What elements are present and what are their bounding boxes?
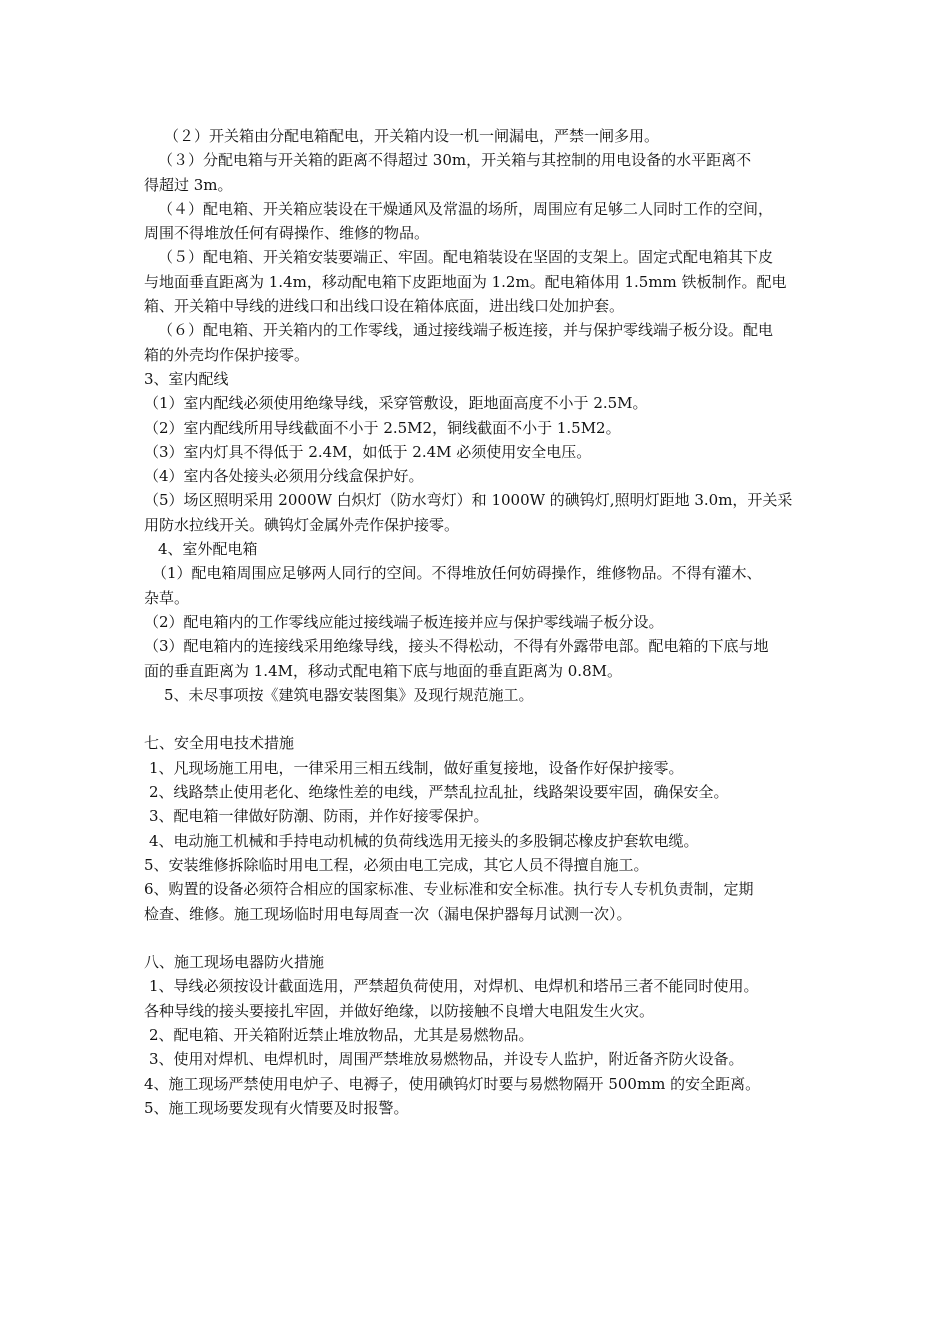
paragraph-line: 与地面垂直距离为 1.4m，移动配电箱下皮距地面为 1.2m。配电箱体用 1.5mm 铁板制作。配电: [144, 272, 787, 291]
paragraph-line: 得超过 3m。: [144, 175, 233, 194]
paragraph-line: （1）配电箱周围应足够两人同行的空间。不得堆放任何妨碍操作，维修物品。不得有灌木、: [152, 564, 762, 583]
paragraph-line: 3、配电箱一律做好防潮、防雨，并作好接零保护。: [149, 807, 489, 826]
paragraph-line: （２）开关箱由分配电箱配电，开关箱内设一机一闸漏电，严禁一闸多用。: [164, 127, 660, 145]
paragraph-line: 检查、维修。施工现场临时用电每周查一次（漏电保护器每月试测一次）。: [144, 904, 632, 923]
paragraph-line: 2、线路禁止使用老化、绝缘性差的电线，严禁乱拉乱扯，线路架设要牢固，确保安全。: [149, 783, 729, 802]
paragraph-line: 1、凡现场施工用电，一律采用三相五线制，做好重复接地，设备作好保护接零。: [149, 758, 684, 777]
paragraph-line: （2）配电箱内的工作零线应能过接线端子板连接并应与保护零线端子板分设。: [144, 612, 664, 631]
paragraph-line: （３）分配电箱与开关箱的距离不得超过 30m，开关箱与其控制的用电设备的水平距离不: [158, 151, 752, 170]
paragraph-line: 1、导线必须按设计截面选用，严禁超负荷使用，对焊机、电焊机和塔吊三者不能同时使用。: [149, 977, 759, 996]
paragraph-line: 周围不得堆放任何有碍操作、维修的物品。: [144, 224, 430, 243]
paragraph-line: （2）室内配线所用导线截面不小于 2.5M2，铜线截面不小于 1.5M2。: [144, 418, 621, 437]
section-heading: 4、室外配电箱: [158, 540, 258, 559]
paragraph-line: （5）场区照明采用 2000W 白炽灯（防水弯灯）和 1000W 的碘钨灯,照明灯距地 3.0m，开关采: [144, 491, 793, 510]
paragraph-line: 4、施工现场严禁使用电炉子、电褥子，使用碘钨灯时要与易燃物隔开 500mm 的安全距离。: [144, 1074, 761, 1093]
paragraph-line: （５）配电箱、开关箱安装要端正、牢固。配电箱装设在坚固的支架上。固定式配电箱其下皮: [158, 248, 774, 267]
paragraph-line: 5、安装维修拆除临时用电工程，必须由电工完成，其它人员不得擅自施工。: [144, 855, 649, 874]
paragraph-line: 5、未尽事项按《建筑电器安装图集》及现行规范施工。: [164, 685, 534, 704]
paragraph-line: 杂草。: [144, 588, 190, 607]
paragraph-line: （４）配电箱、开关箱应装设在干燥通风及常温的场所，周围应有足够二人同时工作的空间，: [158, 199, 774, 218]
paragraph-line: 5、施工现场要发现有火情要及时报警。: [144, 1098, 409, 1117]
paragraph-line: （1）室内配线必须使用绝缘导线，采穿管敷设，距地面高度不小于 2.5M。: [144, 394, 648, 413]
paragraph-line: 面的垂直距离为 1.4M，移动式配电箱下底与地面的垂直距离为 0.8M。: [144, 661, 622, 680]
paragraph-line: （６）配电箱、开关箱内的工作零线，通过接线端子板连接，并与保护零线端子板分设。配电: [158, 321, 774, 340]
section-heading: 八、施工现场电器防火措施: [144, 953, 325, 972]
paragraph-line: 2、配电箱、开关箱附近禁止堆放物品，尤其是易燃物品。: [149, 1025, 534, 1044]
document-body: [144, 124, 814, 1120]
paragraph-line: 6、购置的设备必须符合相应的国家标准、专业标准和安全标准。执行专人专机负责制，定期: [144, 880, 754, 899]
paragraph-line: 各种导线的接头要接扎牢固，并做好绝缘，以防接触不良增大电阻发生火灾。: [144, 1001, 655, 1020]
paragraph-line: 箱、开关箱中导线的进线口和出线口设在箱体底面，进出线口处加护套。: [144, 297, 625, 316]
paragraph-line: 用防水拉线开关。碘钨灯金属外壳作保护接零。: [144, 515, 460, 534]
paragraph-line: 4、电动施工机械和手持电动机械的负荷线选用无接头的多股铜芯橡皮护套软电缆。: [149, 831, 699, 850]
paragraph-line: 箱的外壳均作保护接零。: [144, 345, 310, 364]
blank-line: [144, 926, 814, 950]
section-heading: 七、安全用电技术措施: [144, 734, 295, 753]
paragraph-line: 3、使用对焊机、电焊机时，周围严禁堆放易燃物品，并设专人监护，附近备齐防火设备。: [149, 1050, 744, 1069]
paragraph-line: （4）室内各处接头必须用分线盒保护好。: [144, 467, 424, 486]
paragraph-line: （3）配电箱内的连接线采用绝缘导线，接头不得松动，不得有外露带电部。配电箱的下底与地: [144, 637, 769, 656]
section-heading: 3、室内配线: [144, 369, 229, 388]
paragraph-line: （3）室内灯具不得低于 2.4M，如低于 2.4M 必须使用安全电压。: [144, 442, 592, 461]
blank-line: [144, 707, 814, 731]
